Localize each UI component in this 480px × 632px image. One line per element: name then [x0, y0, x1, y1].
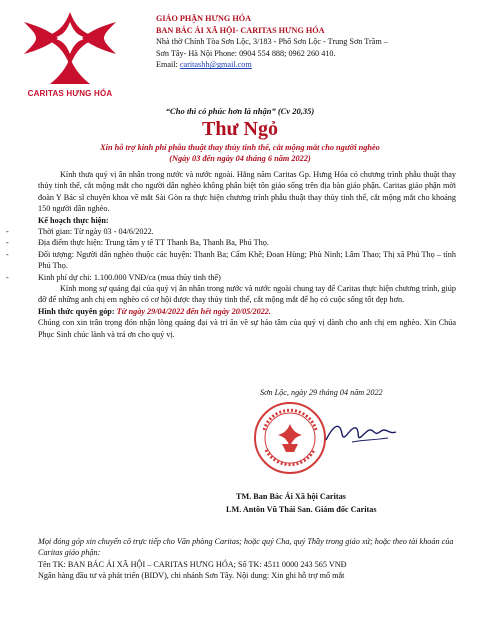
- email-label: Email:: [156, 60, 180, 70]
- caritas-logo: [14, 8, 126, 100]
- thanks-paragraph: Chúng con xin trân trọng đón nhận lòng quảng đại và tri ân về sự hảo tâm của quý vị dành cho anh chị em nghèo. Xin Chúa Phục Sinh chúc lành và trả ơn cho quý vị.: [38, 318, 456, 339]
- account-line: Tên TK: BAN BÁC ÁI XÃ HỘI – CARITAS HƯNG HÓA; Số TK: 4511 0000 243 565 VNĐ: [38, 559, 347, 569]
- subtitle-line-1: Xin hỗ trợ kinh phí phẫu thuật thay thủy tinh thể, cắt mộng mắt cho người nghèo: [100, 143, 380, 152]
- bank-line: Ngân hàng đầu tư và phát triển (BIDV), chi nhánh Sơn Tây. Nội dung: Xin ghi hỗ trợ mổ mắt: [38, 571, 345, 581]
- email-link[interactable]: caritashh@gmail.com: [179, 60, 252, 70]
- donation-instructions: [38, 536, 458, 582]
- plan-item: - Đối tượng: Người dân nghèo thuộc các huyện: Thanh Ba; Cẩm Khê; Đoan Hùng; Phù Ninh; Lâm Thao; Thị xã Phú Thọ – tỉnh Phú Thọ.: [6, 249, 456, 271]
- plan-item: - Địa điểm thực hiện: Trung tâm y tế TT Thanh Ba, Thanh Ba, Phú Thọ.: [6, 238, 269, 248]
- signature-icon: [322, 418, 402, 448]
- motto: “Cho thì có phúc hơn là nhận” (Cv 20,35): [165, 106, 315, 116]
- org-header: [156, 13, 474, 71]
- plan-item: - Kinh phí dự chi: 1.100.000 VNĐ/ca (mua thủy tinh thể): [6, 272, 221, 282]
- signatory-name: LM. Antôn Vũ Thái San. Giám đốc Caritas: [226, 505, 377, 514]
- donation-line: [38, 306, 456, 317]
- signatory-org: TM. Ban Bác Ái Xã hội Caritas: [236, 492, 346, 501]
- plan-heading: Kế hoạch thực hiện:: [38, 215, 109, 225]
- org-name: BAN BÁC ÁI XÃ HỘI- CARITAS HƯNG HÓA: [156, 25, 325, 35]
- intro-paragraph: Kính thưa quý vị ân nhân trong nước và nước ngoài. Hằng năm Caritas Gp. Hưng Hóa có chương trình phẫu thuật thay thủy tinh thể, cắt mộng mắt cho người dân nghèo không phân biệt tôn giáo sống trên địa bàn giáo phận. Caritas giáo phận mời đoàn Y Bác sĩ chuyên khoa về mắt Sài Gòn ra thực hiện chương trình phẫu thuật thay thủy tinh thể, cắt mộng mắt cho khoảng 150 người dân nghèo.: [38, 170, 456, 214]
- official-seal-icon: [252, 400, 328, 476]
- letter-title: Thư Ngỏ: [202, 118, 278, 140]
- letter-body: [6, 169, 456, 340]
- plan-item: - Thời gian: Từ ngày 03 - 04/6/2022.: [6, 227, 154, 237]
- letter-subtitle: [0, 142, 480, 164]
- subtitle-line-2: (Ngày 03 đến ngày 04 tháng 6 năm 2022): [169, 154, 311, 163]
- donation-label: Hình thức quyên góp:: [38, 306, 117, 316]
- caritas-flame-cross-icon: [14, 8, 126, 88]
- address-line-1: Nhà thờ Chính Tòa Sơn Lộc, 3/183 - Phố Sơn Lộc - Trung Sơn Trầm –: [156, 37, 388, 47]
- donation-period: Từ ngày 29/04/2022 đến hết ngày 20/05/2022.: [116, 306, 271, 316]
- logo-caption: CARITAS HƯNG HÓA: [27, 89, 113, 98]
- diocese-name: GIÁO PHẬN HƯNG HÓA: [156, 14, 251, 23]
- footer-note: Mọi đóng góp xin chuyển cô trực tiếp cho Văn phòng Caritas; hoặc quý Cha, quý Thầy trong giáo xứ; hoặc theo tài khoản của Caritas giáo phận:: [38, 537, 454, 558]
- appeal-paragraph: Kính mong sự quảng đại của quý vị ân nhân trong nước và nước ngoài chung tay để Caritas thực hiện chương trình, giúp đỡ để những anh chị em nghèo có cơ hội được thay thủy tinh thể, cắt mộng mắt để họ có cuộc sống tốt đẹp hơn.: [38, 284, 456, 305]
- address-line-2: Sơn Tây- Hà Nội Phone: 0904 554 888; 0962 260 410.: [156, 48, 336, 58]
- dateline: Sơn Lộc, ngày 29 tháng 04 năm 2022: [260, 388, 383, 397]
- email-line: [156, 59, 474, 71]
- plan-list: [6, 226, 456, 283]
